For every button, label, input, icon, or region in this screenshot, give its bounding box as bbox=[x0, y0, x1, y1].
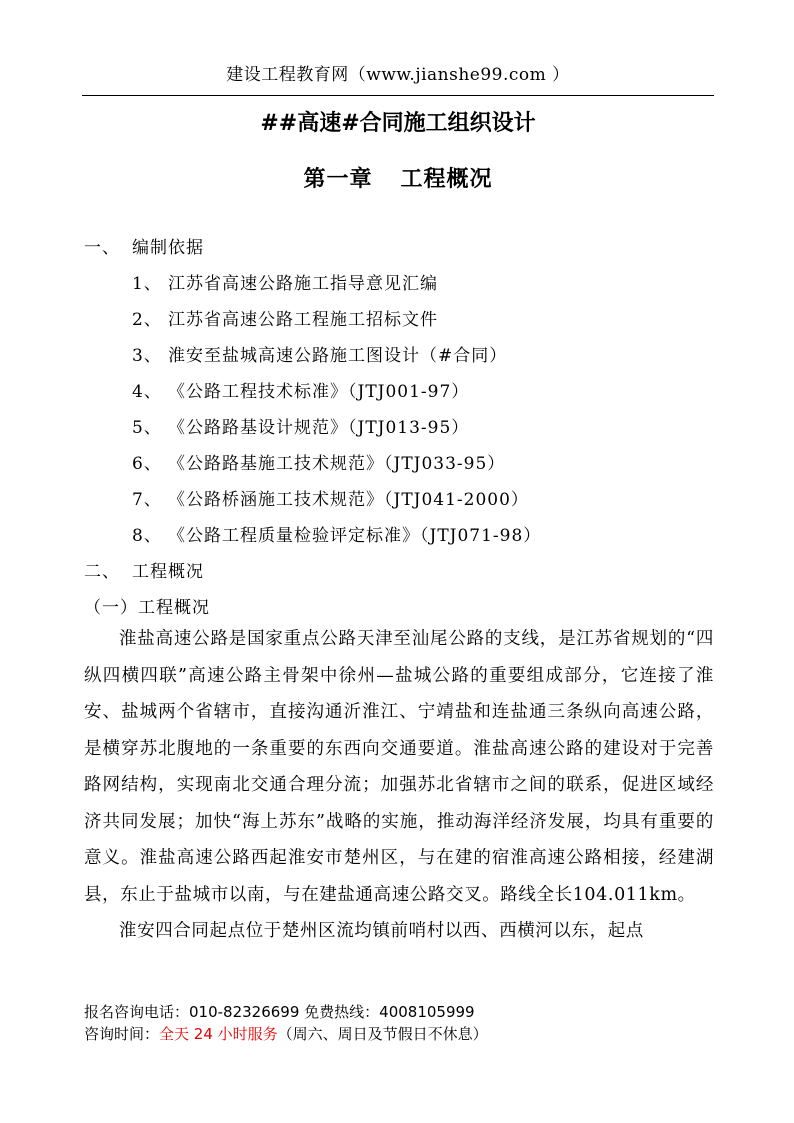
list-item bbox=[132, 413, 469, 438]
section-label: 工程概况 bbox=[132, 562, 204, 582]
subsection-heading: （一）工程概况 bbox=[84, 598, 210, 618]
section-heading-overview bbox=[84, 557, 204, 582]
list-item-number: 2、 bbox=[132, 310, 162, 330]
footer-hours-label: 咨询时间： bbox=[84, 1025, 160, 1043]
running-header: 建设工程教育网（www.jianshe99.com ） bbox=[226, 65, 570, 85]
list-item-text: 江苏省高速公路工程施工招标文件 bbox=[168, 310, 438, 330]
footer-hours-note: （周六、周日及节假日不休息） bbox=[277, 1025, 488, 1043]
list-item-text: 《公路工程质量检验评定标准》（JTJ071-98） bbox=[168, 526, 542, 546]
chapter-name: 工程概况 bbox=[400, 166, 493, 192]
header-divider bbox=[82, 95, 714, 96]
section-heading-basis bbox=[84, 233, 204, 258]
list-item bbox=[132, 305, 438, 330]
list-item-number: 7、 bbox=[132, 490, 162, 510]
paragraph: 淮安四合同起点位于楚州区流均镇前哨村以西、西横河以东，起点 bbox=[119, 921, 644, 941]
list-item-number: 8、 bbox=[132, 526, 162, 546]
list-item-text: 《公路工程技术标准》（JTJ001-97） bbox=[168, 382, 470, 402]
list-item bbox=[132, 485, 529, 510]
list-item-number: 3、 bbox=[132, 346, 162, 366]
list-item-number: 4、 bbox=[132, 382, 162, 402]
list-item bbox=[132, 449, 505, 474]
list-item-number: 1、 bbox=[132, 274, 162, 294]
list-item-text: 《公路桥涵施工技术规范》（JTJ041-2000） bbox=[168, 490, 529, 510]
list-item-text: 淮安至盐城高速公路施工图设计（#合同） bbox=[168, 346, 508, 366]
footer-hours-highlight: 全天 24 小时服务 bbox=[159, 1025, 278, 1043]
list-item-number: 5、 bbox=[132, 418, 162, 438]
contact-footer bbox=[84, 1001, 488, 1045]
chapter-heading bbox=[84, 162, 712, 193]
list-item-text: 《公路路基设计规范》（JTJ013-95） bbox=[168, 418, 470, 438]
document-title: ##高速#合同施工组织设计 bbox=[260, 110, 536, 136]
list-item-text: 《公路路基施工技术规范》（JTJ033-95） bbox=[168, 454, 506, 474]
list-item-text: 江苏省高速公路施工指导意见汇编 bbox=[168, 274, 438, 294]
section-number: 二、 bbox=[84, 562, 120, 582]
section-number: 一、 bbox=[84, 238, 120, 258]
list-item-number: 6、 bbox=[132, 454, 162, 474]
list-item bbox=[132, 269, 438, 294]
section-label: 编制依据 bbox=[132, 238, 204, 258]
paragraph: 淮盐高速公路是国家重点公路天津至汕尾公路的支线，是江苏省规划的“四纵四横四联”高速公路主骨架中徐州—盐城公路的重要组成部分，它连接了淮安、盐城两个省辖市，直接沟通沂淮江、宁靖盐和连盐通三条纵向高速公路，是横穿苏北腹地的一条重要的东西向交通要道。淮盐高速公路的建设对于完善路网结构，实现南北交通合理分流；加强苏北省辖市之间的联系，促进区域经济共同发展；加快“海上苏东”战略的实施，推动海洋经济发展，均具有重要的意义。淮盐高速公路西起淮安市楚州区，与在建的宿淮高速公路相接，经建湖县，东止于盐城市以南，与在建盐通高速公路交叉。路线全长104.011km。 bbox=[84, 629, 714, 905]
list-item bbox=[132, 521, 541, 546]
body-text bbox=[84, 621, 714, 950]
chapter-number: 第一章 bbox=[303, 166, 373, 192]
footer-phone-line: 报名咨询电话：010-82326699 免费热线：4008105999 bbox=[84, 1003, 475, 1021]
footer-hours-line bbox=[84, 1023, 488, 1045]
list-item bbox=[132, 377, 469, 402]
list-item bbox=[132, 341, 507, 366]
